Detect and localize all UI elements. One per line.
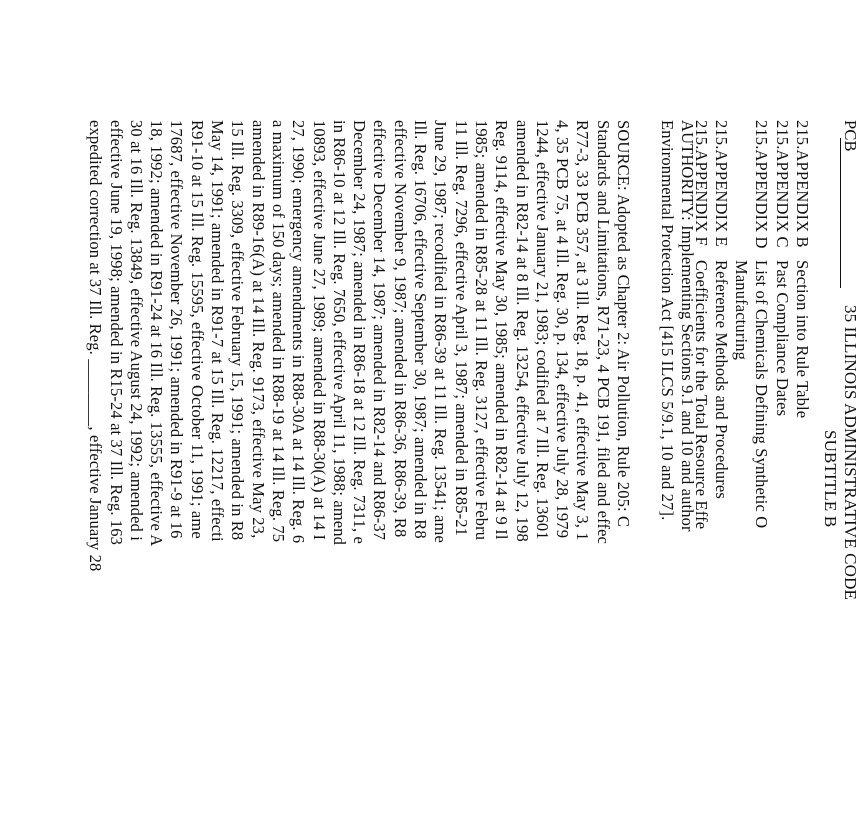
appendix-number: 215.APPENDIX D [752,120,772,249]
header-agency: PCB [841,120,860,152]
authority-line: AUTHORITY: Implementing Sections 9.1 and 10 and author [678,120,697,532]
source-line: Ill. Reg. 16706, effective September 30, 1987; amended in R8 [411,120,431,539]
rotated-document-page [86,120,860,820]
source-line: amended in R82-14 at 8 Ill. Reg. 13254, effective July 12, 198 [512,120,532,542]
source-line: SOURCE: Adopted as Chapter 2: Air Pollution, Rule 205: C [614,120,633,528]
appendix-number: 215.APPENDIX F [691,120,711,246]
source-line: R91-10 at 15 Ill. Reg. 15595, effective October 11, 1991; ame [187,120,207,539]
source-line: effective December 14, 1987; amended in R82-14 and R86-37 [370,120,390,541]
appendix-row [792,120,812,820]
appendix-row [751,120,771,820]
source-line: June 29, 1987; recodified in R86-39 at 11 Ill. Reg. 13541; ame [431,120,451,543]
source-line: 18, 1992; amended in R91-24 at 16 Ill. Reg. 13555, effective A [147,120,167,547]
appendix-title: Manufacturing [732,260,752,360]
header-subtitle: SUBTITLE B [821,430,840,528]
source-line: expedited correction at 37 Ill. Reg. ________, effective January 28 [86,120,106,572]
appendix-number: 215.APPENDIX E [711,120,731,247]
source-line: 30 at 16 Ill. Reg. 13849, effective August 24, 1992; amended i [126,120,146,541]
appendix-row [771,120,791,820]
source-line: Standards and Limitations, R71-23, 4 PCB 191, filed and effec [593,120,613,545]
appendix-title: Past Compliance Dates [772,260,792,417]
appendix-number: 215.APPENDIX C [772,120,792,248]
appendix-row [731,120,751,820]
source-line: 27, 1990; emergency amendments in R88-30A at 14 Ill. Reg. 6 [289,120,309,544]
source-line: 1244, effective January 21, 1983; codified at 7 Ill. Reg. 13601 [532,120,552,540]
source-line: May 14, 1991; amended in R91-7 at 15 Ill. Reg. 12217, effecti [208,120,228,542]
source-line: effective June 19, 1998; amended in R15-24 at 37 Ill. Reg. 163 [106,120,126,546]
header-underline [840,138,841,288]
authority-paragraph [656,120,697,840]
source-line: 15 Ill. Reg. 3309, effective February 15, 1991; amended in R8 [228,120,248,541]
source-line: effective November 9, 1987; amended in R86-36, R86-39, R8 [390,120,410,538]
source-line: 17687, effective November 26, 1991; amended in R91-9 at 16 [167,120,187,539]
source-line: Reg. 9114, effective May 30, 1985; amended in R82-14 at 9 Il [492,120,512,540]
source-line: 10893, effective June 27, 1989; amended in R88-30(A) at 14 I [309,120,329,541]
source-line: in R86-10 at 12 Ill. Reg. 7650, effective April 11, 1988; amend [329,120,349,546]
authority-line: Environmental Protection Act [415 ILCS 5/9.1, 10 and 27]. [657,120,677,521]
appendix-title: Section into Rule Table [793,260,812,419]
source-paragraph [85,120,633,840]
source-line: amended in R89-16(A) at 14 Ill. Reg. 9173, effective May 23, [248,120,268,539]
appendix-title: List of Chemicals Defining Synthetic O [752,260,772,529]
appendix-number: 215.APPENDIX B [793,120,812,248]
source-line: R77-3, 33 PCB 357, at 3 Ill. Reg. 18, p. 41, effective May 3, 1 [573,120,593,541]
header-code-title: 35 ILLINOIS ADMINISTRATIVE CODE [841,305,860,601]
page-header [820,120,860,820]
source-line: 1985; amended in R85-28 at 11 Ill. Reg. 3127, effective Febru [471,120,491,541]
appendix-title: Coefficients for the Total Resource Effe [691,260,711,530]
source-line: 4, 35 PCB 75, at 4 Ill. Reg. 30, p. 134, effective July 28, 1979 [553,120,573,539]
appendix-row [711,120,731,820]
source-line: a maximum of 150 days; amended in R88-19 at 14 Ill. Reg. 75 [268,120,288,543]
source-line: December 24, 1987; amended in R86-18 at 12 Ill. Reg. 7311, e [350,120,370,544]
source-line: 11 Ill. Reg. 7296, effective April 3, 1987; amended in R85-21 [451,120,471,537]
appendix-title: Reference Methods and Procedures [711,260,731,499]
appendix-list [690,120,812,820]
